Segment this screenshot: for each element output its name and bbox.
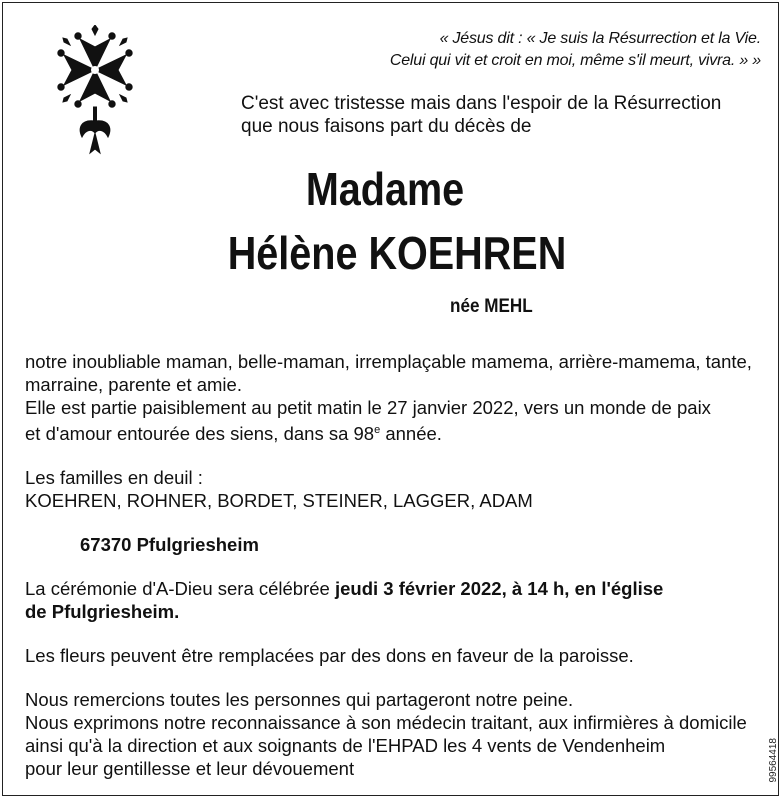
deceased-name: Hélène KOEHREN [227,227,567,279]
deceased-title: Madame [305,163,465,215]
maiden-name: née MEHL [450,296,533,317]
tribute-line-4-end: année. [380,423,442,445]
thanks-line-1: Nous remercions toutes les personnes qui partageront notre peine. [25,689,574,710]
tribute-line-3: Elle est partie paisiblement au petit matin le 27 janvier 2022, vers un monde de paix [25,397,711,418]
families-label: Les familles en deuil : [25,467,203,488]
ceremony-text: La cérémonie d'A-Dieu sera célébrée [25,578,335,599]
ceremony-place: de Pfulgriesheim. [25,601,180,622]
quote-line-2: Celui qui vit et croit en moi, même s'il meurt, vivra. » » [389,52,761,69]
tribute-line-4-start: et d'amour entourée des siens, dans sa 98 [25,423,375,445]
ordinal-suffix: e [374,424,381,436]
tribute-line-4 [25,419,765,445]
quote-line-1: « Jésus dit : « Je suis la Résurrection et la Vie. [439,30,761,47]
ceremony-block [25,577,765,623]
tribute-line-2: marraine, parente et amie. [25,374,242,395]
scripture-quote [390,28,761,72]
families-names: KOEHREN, ROHNER, BORDET, STEINER, LAGGER, ADAM [25,490,533,511]
reference-number: 99564418 [768,737,779,782]
families-block [25,466,765,512]
ceremony-date: jeudi 3 février 2022, à 14 h, en l'église [334,578,664,599]
thanks-line-2: Nous exprimons notre reconnaissance à son médecin traitant, aux infirmières à domicile [25,712,747,733]
tribute-line-1: notre inoubliable maman, belle-maman, irremplaçable mamema, arrière-mamema, tante, [25,351,752,372]
intro-text [241,92,721,138]
flowers-text: Les fleurs peuvent être remplacées par des dons en faveur de la paroisse. [25,645,634,666]
thanks-line-3: ainsi qu'à la direction et aux soignants de l'EHPAD les 4 vents de Vendenheim [25,735,666,756]
intro-line-2: que nous faisons part du décès de [241,116,532,137]
thanks-line-4: pour leur gentillesse et leur dévouement [25,758,355,779]
intro-line-1: C'est avec tristesse mais dans l'espoir de la Résurrection [241,93,722,114]
address: 67370 Pfulgriesheim [80,534,259,555]
flowers-note [25,644,765,667]
thanks-block [25,688,765,780]
huguenot-cross-icon [50,25,140,160]
ceremony-line-1 [25,577,765,600]
tribute-paragraph [25,350,765,445]
